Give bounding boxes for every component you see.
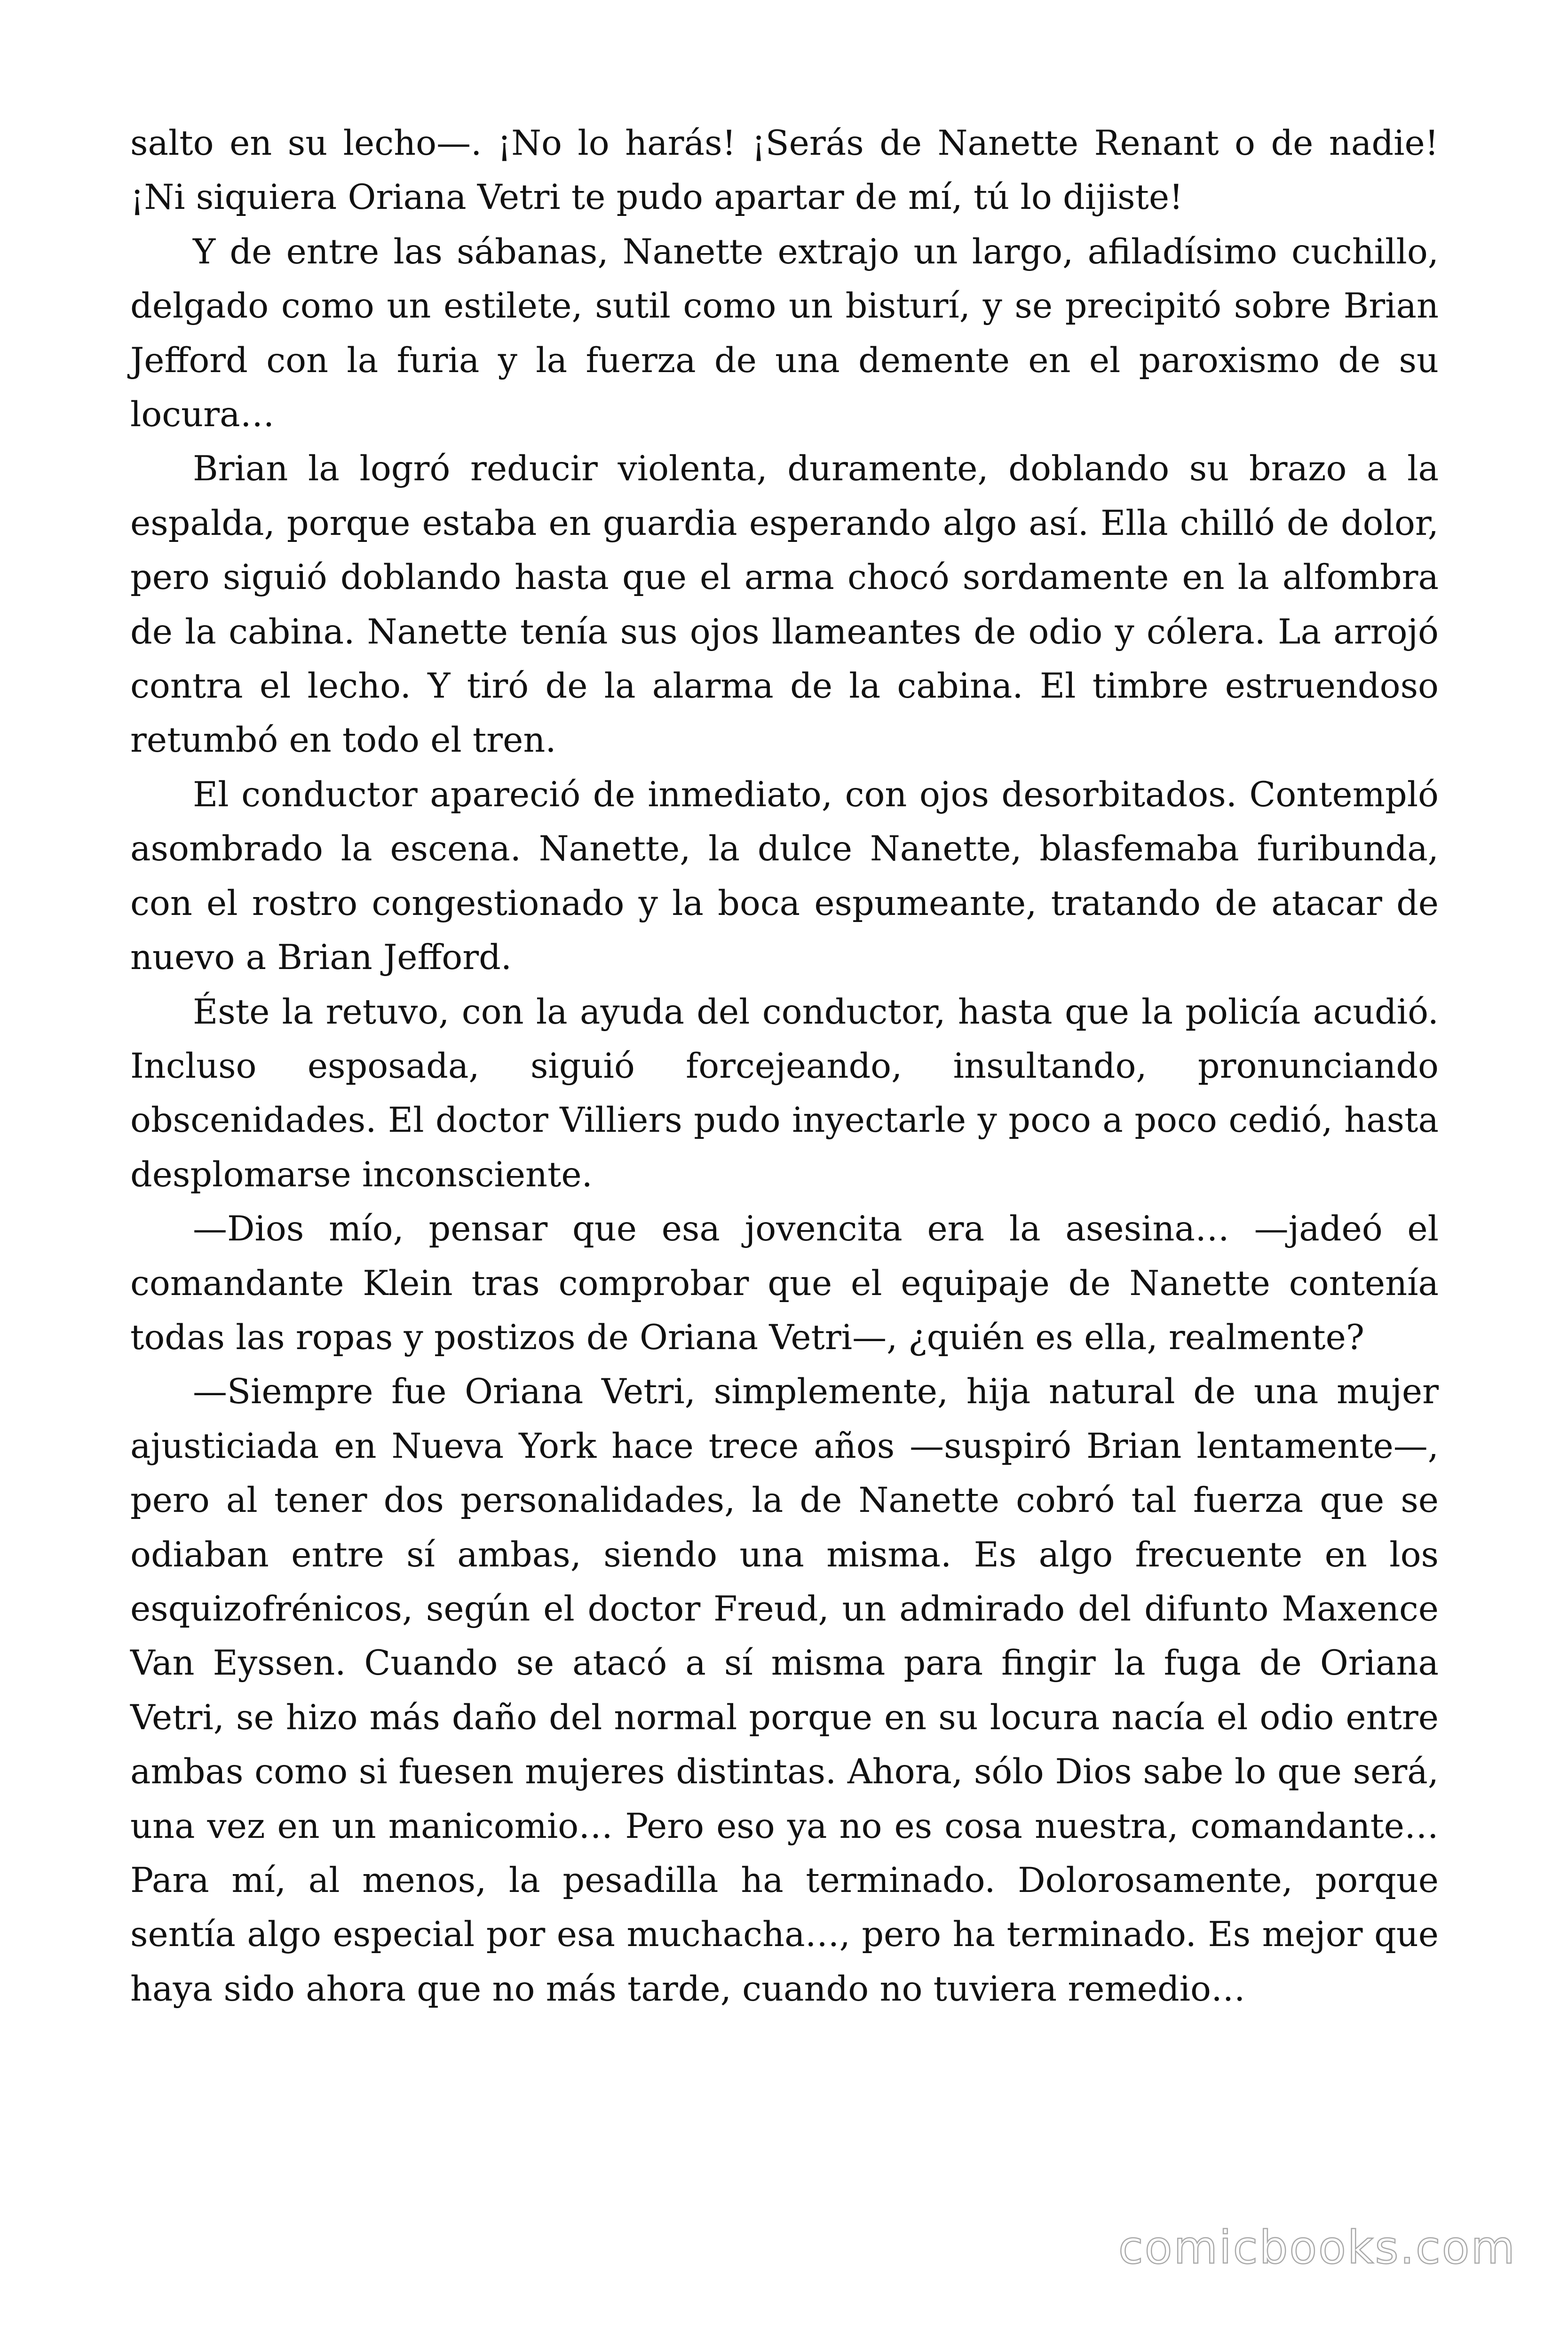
paragraph-5: Éste la retuvo, con la ayuda del conductor, hasta que la policía acudió. Incluso esposada, siguió forcejeando, insultando, pronunciando obscenidades. El doctor Villiers pudo inyectarle y poco a poco cedió, hasta desplomarse inconsciente. (130, 992, 1439, 1195)
paragraph-2: Y de entre las sábanas, Nanette extrajo un largo, afiladísimo cuchillo, delgado como un estilete, sutil como un bisturí, y se precipitó sobre Brian Jefford con la furia y la fuerza de una demente en el paroxismo de su locura… (130, 231, 1439, 435)
paragraph-7: —Siempre fue Oriana Vetri, simplemente, hija natural de una mujer ajusticiada en Nueva York hace trece años —suspiró Brian lentamente—, pero al tener dos personalidades, la de Nanette cobró tal fuerza que se odiaban entre sí ambas, siendo una misma. Es algo frecuente en los esquizofrénicos, según el doctor Freud, un admirado del difunto Maxence Van Eyssen. Cuando se atacó a sí misma para fingir la fuga de Oriana Vetri, se hizo más daño del normal porque en su locura nacía el odio entre ambas como si fuesen mujeres distintas. Ahora, sólo Dios sabe lo que será, una vez en un manicomio… Pero eso ya no es cosa nuestra, comandante… Para mí, al menos, la pesadilla ha terminado. Dolorosamente, porque sentía algo especial por esa muchacha…, pero ha terminado. Es mejor que haya sido ahora que no más tarde, cuando no tuviera remedio… (130, 1372, 1439, 2009)
paragraph-1: salto en su lecho—. ¡No lo harás! ¡Serás de Nanette Renant o de nadie! ¡Ni siquiera Oriana Vetri te pudo apartar de mí, tú lo dijiste! (130, 123, 1439, 218)
paragraph-6: —Dios mío, pensar que esa jovencita era la asesina… —jadeó el comandante Klein tras comprobar que el equipaje de Nanette contenía todas las ropas y postizos de Oriana Vetri—, ¿quién es ella, realmente? (130, 1209, 1439, 1358)
paragraph-4: El conductor apareció de inmediato, con ojos desorbitados. Contempló asombrado la escena. Nanette, la dulce Nanette, blasfemaba furibunda, con el rostro congestionado y la boca espumeante, tratando de atacar de nuevo a Brian Jefford. (130, 774, 1439, 978)
site-watermark: comicbooks.com (1118, 2221, 1516, 2274)
page-body-text (130, 116, 1439, 2016)
paragraph-3: Brian la logró reducir violenta, duramente, doblando su brazo a la espalda, porque estaba en guardia esperando algo así. Ella chilló de dolor, pero siguió doblando hasta que el arma chocó sordamente en la alfombra de la cabina. Nanette tenía sus ojos llameantes de odio y cólera. La arrojó contra el lecho. Y tiró de la alarma de la cabina. El timbre estruendoso retumbó en todo el tren. (130, 449, 1439, 761)
